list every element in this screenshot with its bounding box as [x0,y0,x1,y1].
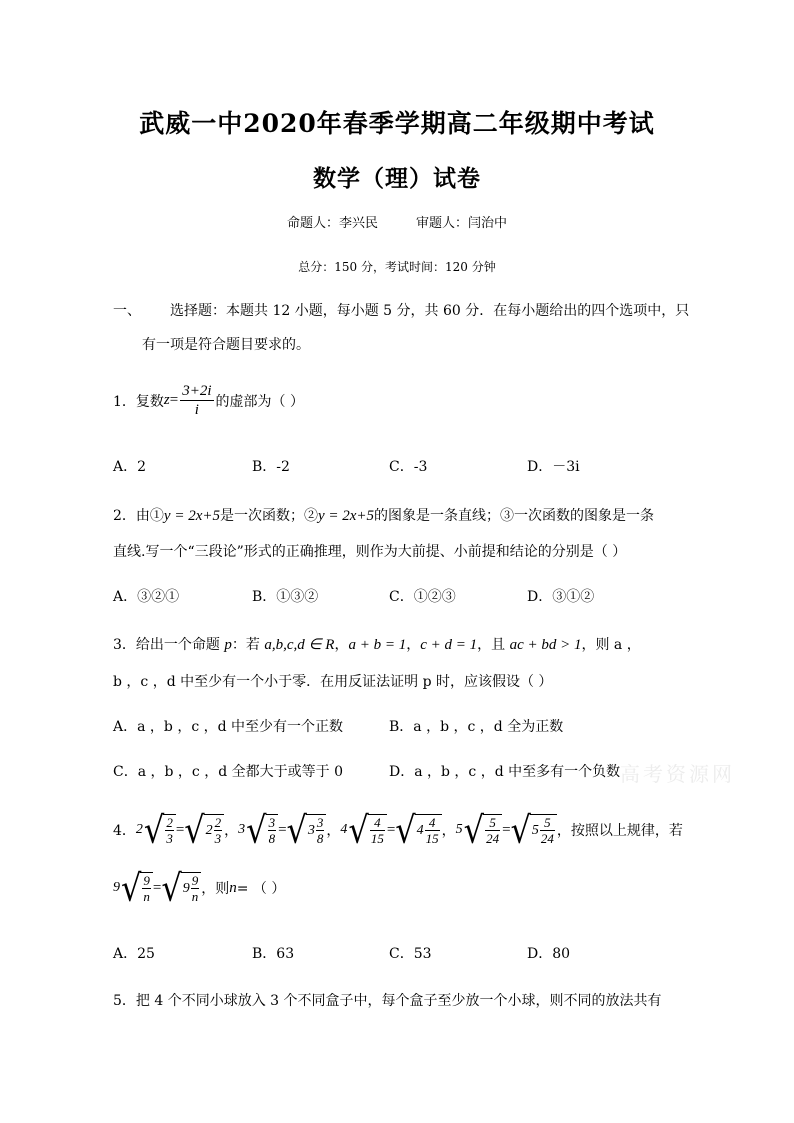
q4-option-d: D．80 [527,946,571,962]
q4-line2-sqrt-right: √ 9 $\frac{9}{n}$ [161,872,201,904]
q4-line2-end: = （ ） [236,881,286,897]
q4-item1-eq: = [175,821,185,838]
q1-eq: = [169,392,179,408]
q3-option-a: A．a ，b ，c ，d 中至少有一个正数 [113,719,344,735]
q4-item1-den-in: 3 [214,831,222,846]
q4-line2-eq: = [152,879,162,896]
q4-option-c: C．53 [389,946,432,962]
q2-p1: 2．由① [113,508,164,524]
q4-line2-coef-in: 9 [182,880,190,896]
q3-math4: ac + bd > 1 [509,637,582,653]
q4-item2-den: 8 [268,831,276,846]
q4-item2-coef-in: 3 [307,822,315,838]
question-2-line1 [113,505,654,525]
q1-z: z [163,392,170,408]
q4-item1-num-in: 2 [214,815,222,830]
q3-option-c: C．a ，b ，c ，d 全都大于或等于 0 [113,764,343,780]
q3-p4: ， [406,637,421,653]
q4-item4-num: 5 [485,815,500,831]
q4-item2-num-in: 3 [316,815,324,830]
q4-item4-sqrt-left: √ $\frac{5}{24}$ [464,814,502,846]
q2-p3: 的图象是一条直线；③一次函数的图象是一条 [374,508,655,524]
q4-item1-coef: 2 [135,822,143,837]
q4-line2-sqrt-left: √ $\frac{9}{n}$ [121,872,153,904]
q4-item1-sqrt-right: √ 2 $\frac{2}{3}$ [184,814,224,846]
q3-p: p [224,637,232,653]
q4-item2-eq: = [278,821,287,838]
q4-item4-coef-in: 5 [531,822,539,838]
question-3-line1 [113,634,641,654]
q4-item3-num: 4 [370,815,385,831]
q4-item2-num: 3 [268,815,276,830]
q4-item3-den: 15 [370,831,384,846]
q4-item3-den-in: 15 [425,831,439,846]
q3-p5: ，且 [477,637,510,653]
q1-suffix: 的虚部为（ ） [215,393,304,410]
q3-option-b: B．a ，b ，c ，d 全为正数 [389,719,564,735]
score-info: 总分：150 分，考试时间：120 分钟 [298,260,496,274]
section-instructions-line1: 选择题：本题共 12 小题，每小题 5 分，共 60 分．在每小题给出的四个选项中，只 [170,303,690,319]
exam-subtitle: 数学（理）试卷 [313,165,481,192]
q1-prefix: 1．复数 [113,393,164,410]
q4-item3-eq: = [386,821,396,838]
section-number: 一、 [113,303,141,319]
q4-option-b: B．63 [252,946,295,962]
q1-option-a: A．2 [113,459,147,475]
q4-line2-den: n [143,889,150,904]
q4-line2-suffix: ，则 [201,881,230,897]
watermark: 高考资源网 [620,762,735,786]
question-2-line2: 直线.写一个“三段论”形式的正确推理，则作为大前提、小前提和结论的分别是（ ） [113,544,627,560]
q2-p2: 是一次函数；② [219,508,318,524]
q1-option-d: D．－3i [527,459,580,475]
q1-denominator: i [194,402,199,418]
q4-item1-num: 2 [166,815,173,830]
q4-line2-coef: 9 [113,880,120,895]
q1-numerator: 3+2i [182,383,212,399]
q4-tail: ，按照以上规律，若 [556,823,683,839]
q2-math1: y = 2x+5 [163,508,220,524]
question-5: 5．把 4 个不同小球放入 3 个不同盒子中，每个盒子至少放一个小球，则不同的放法共有 [113,993,662,1009]
q4-item3-num-in: 4 [425,815,440,831]
setter: 命题人：李兴民 [286,216,378,231]
question-4-line2 [113,866,285,910]
q4-item1-sqrt-left: √ $\frac{2}{3}$ [144,814,176,846]
question-4-line1 [113,808,683,852]
q2-option-c: C．①②③ [389,589,456,605]
section-instructions-line2: 有一项是符合题目要求的。 [142,337,310,353]
q4-sep1: ， [224,823,239,839]
q3-math3: c + d = 1 [420,637,478,653]
q2-math2: y = 2x+5 [317,508,375,524]
q4-item3-coef: 4 [340,822,348,837]
q4-n: n [229,879,237,896]
q2-option-b: B．①③② [252,589,319,605]
q4-item2-sqrt-right: √ 3 $\frac{3}{8}$ [287,814,327,846]
q4-line2-den-in: n [191,889,199,904]
q4-sep2: ， [326,823,341,839]
q4-item3-sqrt-right: √ 4 $\frac{4}{15}$ [395,814,441,846]
q4-item4-eq: = [502,821,511,838]
question-1 [113,382,304,419]
q4-item3-coef-in: 4 [416,822,424,838]
q1-option-c: C．-3 [389,459,428,475]
q3-option-d: D．a ，b ，c ，d 中至多有一个负数 [389,764,621,780]
q4-line2-num: 9 [143,873,150,888]
q2-option-a: A．③②① [113,589,180,605]
q4-number: 4． [113,823,136,839]
q2-option-d: D．③①② [527,589,595,605]
q4-option-a: A．25 [113,946,155,962]
q4-item2-sqrt-left: √ $\frac{3}{8}$ [246,814,278,846]
question-3-line2: b ，c ，d 中至少有一个小于零．在用反证法证明 p 时，应该假设（ ） [113,674,553,690]
exam-title: 武威一中2020年春季学期高二年级期中考试 [139,109,655,138]
q4-item4-coef: 5 [455,822,463,837]
q4-item2-coef: 3 [238,822,246,837]
q4-sep3: ， [441,823,456,839]
q4-item1-den: 3 [166,831,173,846]
q4-line2-num-in: 9 [191,873,199,888]
q4-item1-coef-in: 2 [205,822,213,838]
q3-math2: a + b = 1 [348,637,407,653]
q3-p3: ， [334,637,349,653]
q1-fraction [180,382,213,419]
q3-p1: 3．给出一个命题 [113,637,225,653]
q4-item4-sqrt-right: √ 5 $\frac{5}{24}$ [511,814,557,846]
q1-option-b: B．-2 [252,459,290,475]
q4-item3-sqrt-left: √ $\frac{4}{15}$ [348,814,386,846]
q3-math1: a,b,c,d ∈ R [264,637,335,653]
q3-p6: ，则 a ， [581,637,641,653]
q3-p2: ：若 [231,637,265,653]
q4-item4-den-in: 24 [540,831,554,846]
reviewer: 审题人：闫治中 [416,216,508,231]
q4-item2-den-in: 8 [316,831,324,846]
q4-item4-den: 24 [486,831,500,846]
q4-item4-num-in: 5 [540,815,555,831]
authors-line [0,212,794,231]
